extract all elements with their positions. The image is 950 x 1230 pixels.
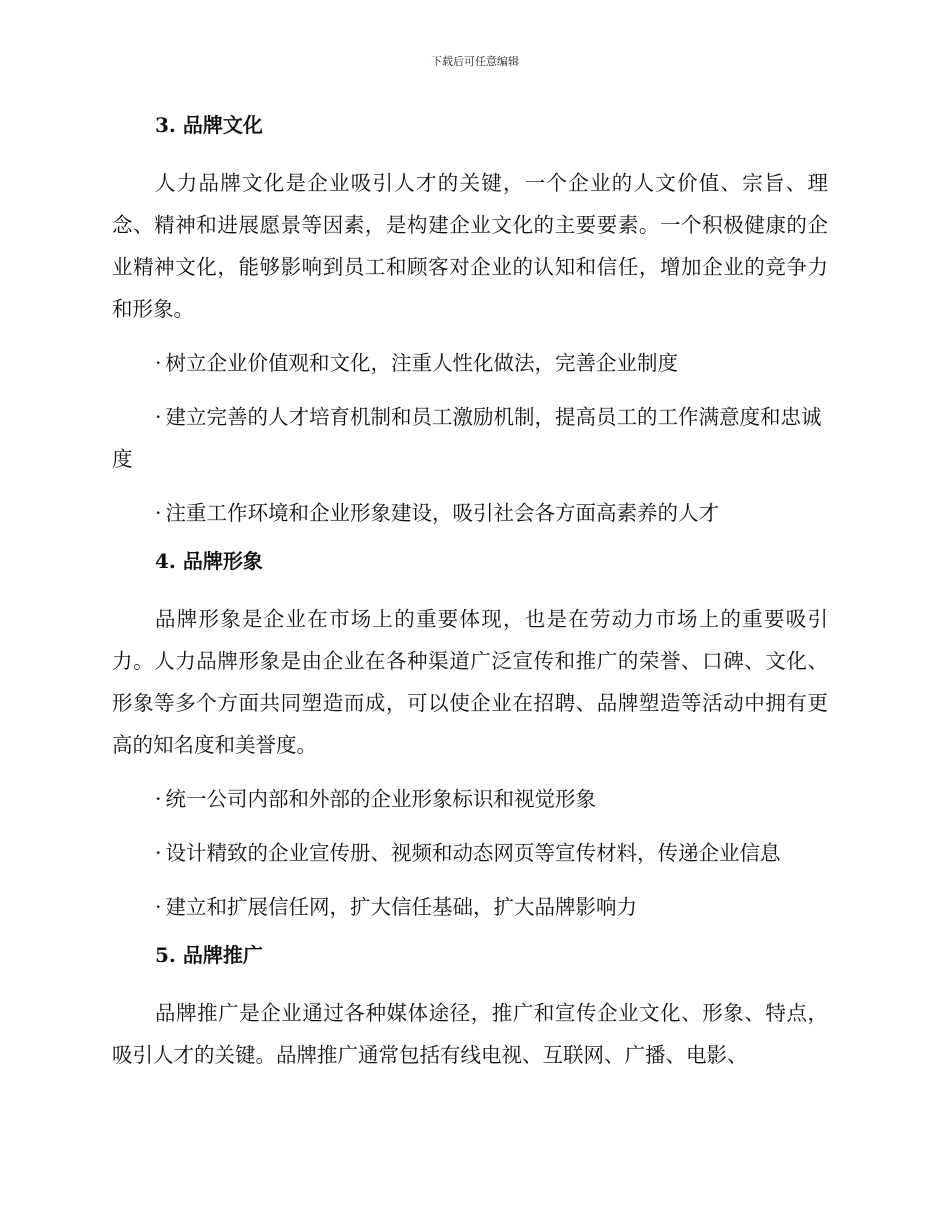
bullet-item: [112, 778, 828, 820]
section-heading: 5. 品牌推广: [155, 943, 263, 967]
bullet-item: [112, 342, 828, 384]
section-paragraph: 品牌推广是企业通过各种媒体途径，推广和宣传企业文化、形象、特点，吸引人才的关键。品牌推广通常包括有线电视、互联网、广播、电影、: [112, 1001, 828, 1067]
bullet-marker: ·: [155, 895, 162, 919]
section-brand-promotion: [112, 940, 828, 1076]
bullet-text: 设计精致的企业宣传册、视频和动态网页等宣传材料，传递企业信息: [165, 841, 781, 865]
document-body: [112, 110, 828, 1088]
bullet-item: [112, 832, 828, 874]
bullet-item: [112, 492, 828, 534]
section-brand-image: [112, 546, 828, 928]
bullet-item: [112, 886, 828, 928]
bullet-marker: ·: [155, 787, 162, 811]
bullet-marker: ·: [155, 351, 162, 375]
section-paragraph: 人力品牌文化是企业吸引人才的关键，一个企业的人文价值、宗旨、理念、精神和进展愿景等因素，是构建企业文化的主要要素。一个积极健康的企业精神文化，能够影响到员工和顾客对企业的认知和信任，增加企业的竞争力和形象。: [112, 171, 828, 321]
bullet-text: 注重工作环境和企业形象建设，吸引社会各方面高素养的人才: [165, 501, 720, 525]
section-paragraph: 品牌形象是企业在市场上的重要体现，也是在劳动力市场上的重要吸引力。人力品牌形象是由企业在各种渠道广泛宣传和推广的荣誉、口碑、文化、形象等多个方面共同塑造而成，可以使企业在招聘、品牌塑造等活动中拥有更高的知名度和美誉度。: [112, 607, 828, 757]
page-header-note: 下载后可任意编辑: [431, 55, 519, 68]
bullet-marker: ·: [155, 841, 162, 865]
section-heading: 3. 品牌文化: [155, 113, 263, 137]
bullet-text: 统一公司内部和外部的企业形象标识和视觉形象: [165, 787, 597, 811]
bullet-marker: ·: [155, 501, 162, 525]
section-heading: 4. 品牌形象: [155, 549, 263, 573]
bullet-text: 建立完善的人才培育机制和员工激励机制，提高员工的工作满意度和忠诚度: [112, 405, 822, 471]
bullet-item: [112, 396, 828, 480]
bullet-text: 建立和扩展信任网，扩大信任基础，扩大品牌影响力: [165, 895, 638, 919]
bullet-marker: ·: [155, 405, 162, 429]
section-brand-culture: [112, 110, 828, 534]
bullet-text: 树立企业价值观和文化，注重人性化做法，完善企业制度: [165, 351, 679, 375]
